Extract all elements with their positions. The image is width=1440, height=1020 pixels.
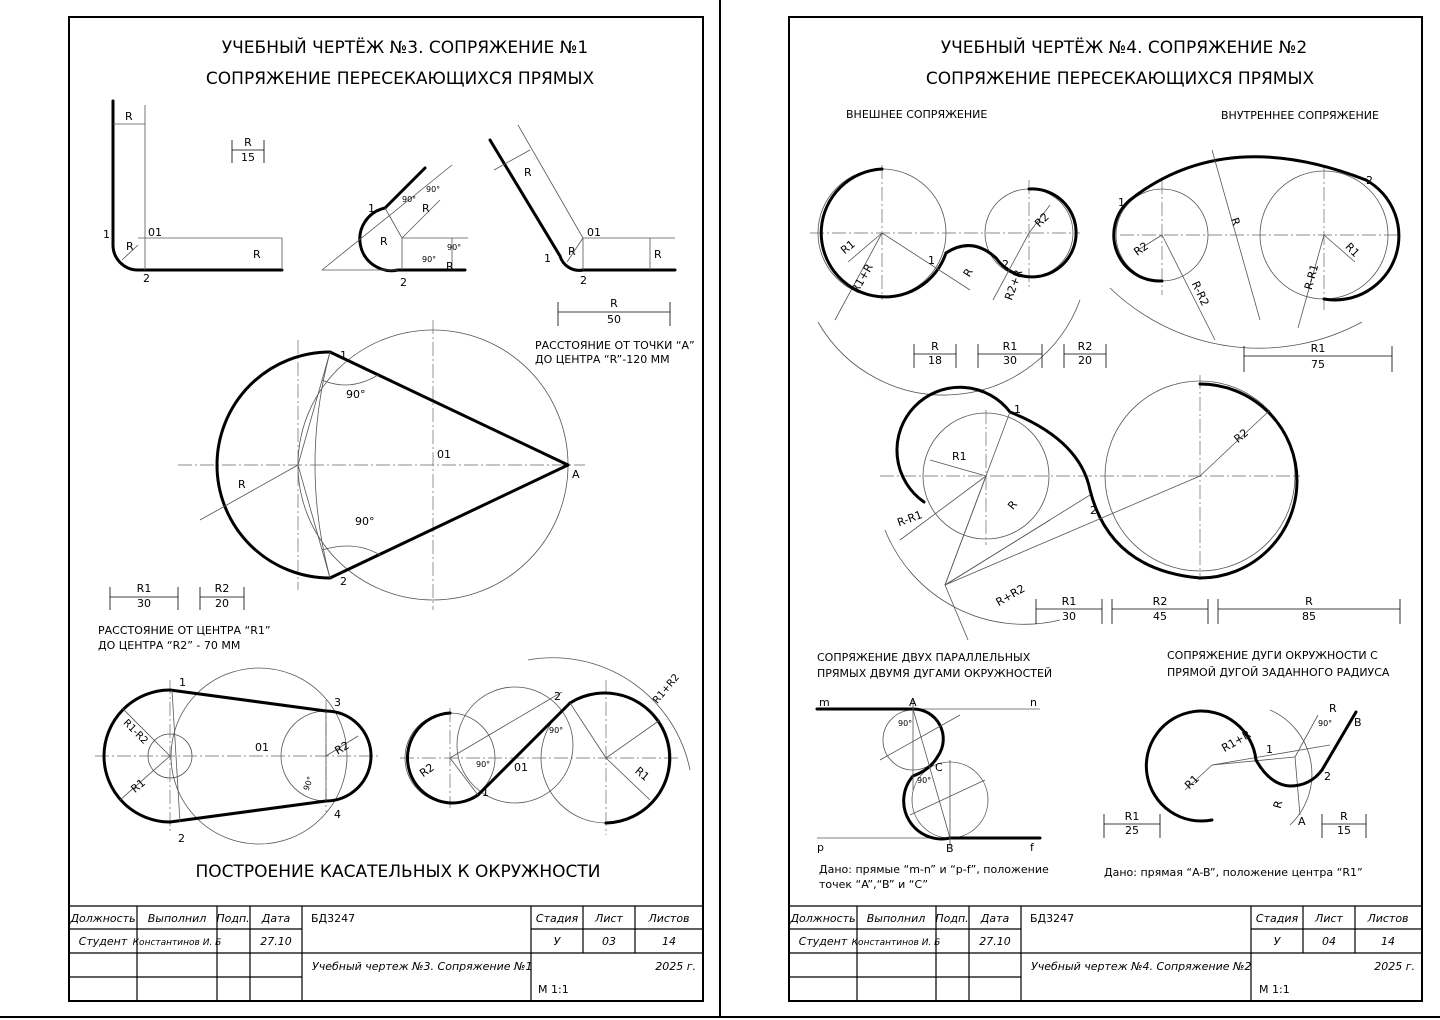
given-2: Дано: прямая “A-B”, положение центра “R1” (1104, 866, 1363, 879)
label-r: R (446, 260, 454, 273)
stamp-date: 27.10 (979, 935, 1011, 948)
angle-label: 90° (1318, 719, 1333, 728)
sheet-3 (69, 17, 703, 1001)
label-r-plus-r2: R+R2 (993, 581, 1028, 609)
point-label: 2 (1366, 174, 1373, 187)
point-b-label: B (1354, 716, 1362, 729)
point-label: 1 (340, 349, 347, 362)
label-r1-plus-r: R1+R (1219, 727, 1254, 755)
label-r-minus-r1: R-R1 (1301, 262, 1322, 292)
point-a-label: A (1298, 815, 1306, 828)
point-label: 1 (482, 786, 489, 799)
stamp-name: Константинов И. Б (132, 938, 222, 948)
label-r: R (1270, 799, 1286, 810)
label-r: R (568, 245, 576, 258)
stamp-role: Студент (78, 935, 128, 948)
stamp-sheet: 04 (1322, 935, 1336, 948)
sheet-3-frame (69, 17, 703, 1001)
fig-tangent-from-point (178, 320, 585, 610)
point-label: 1 (1014, 403, 1021, 416)
line-m-label: m (819, 696, 830, 709)
dim-label: R (1305, 595, 1313, 608)
stamp-scale: М 1:1 (1259, 983, 1290, 996)
label-r: R (238, 478, 246, 491)
dim-value: 20 (215, 597, 229, 610)
stamp-sheet-header: Лист (595, 912, 623, 925)
dim-r2-20 (1064, 340, 1106, 368)
center-label: 01 (514, 761, 528, 774)
label-r-minus-r2: R-R2 (1188, 279, 1212, 309)
stamp-date: 27.10 (260, 935, 292, 948)
arcline-label-line-2: ПРЯМОЙ ДУГОЙ ЗАДАННОГО РАДИУСА (1167, 666, 1390, 679)
fig-internal-tangent (400, 658, 690, 835)
sheet-4-frame (789, 17, 1422, 1001)
label-r2: R2 (332, 738, 352, 758)
parallel-label-line-1: СОПРЯЖЕНИЕ ДВУХ ПАРАЛЛЕЛЬНЫХ (817, 651, 1031, 664)
stamp-name: Константинов И. Б (851, 938, 941, 948)
dim-label: R1 (1310, 342, 1326, 355)
label-r: R (126, 240, 134, 253)
label-r2: R2 (1131, 239, 1151, 259)
dim-value: 15 (1337, 824, 1351, 837)
point-c-label: C (935, 761, 943, 774)
fig-arc-line-fillet (1146, 702, 1361, 828)
sheet-4 (789, 17, 1422, 1001)
label-r: R (1005, 498, 1021, 513)
stamp-sign-header: Подп. (216, 912, 250, 925)
point-label: 4 (334, 808, 341, 821)
stamp-sheets: 14 (662, 935, 676, 948)
dim-label: R (610, 297, 618, 310)
point-b-label: B (946, 842, 954, 855)
stamp-doc-title: Учебный чертеж №4. Сопряжение №2 (1031, 960, 1252, 973)
sheet-3-title-block (69, 906, 703, 1001)
point-a-label: A (909, 696, 917, 709)
point-label: 2 (400, 276, 407, 289)
label-r: R (960, 266, 976, 280)
stamp-sheets-header: Листов (648, 912, 690, 925)
point-label: 2 (580, 274, 587, 287)
line-p-label: p (817, 841, 824, 854)
label-r2: R2 (417, 760, 437, 780)
note-r1-line-1: РАССТОЯНИЕ ОТ ЦЕНТРА “R1” (98, 624, 271, 637)
dim-label: R (1340, 810, 1348, 823)
stamp-scale: М 1:1 (538, 983, 569, 996)
stamp-position-header: Должность (70, 912, 136, 925)
point-label: 2 (178, 832, 185, 845)
dim-label: R1 (1061, 595, 1077, 608)
angle-label: 90° (402, 195, 417, 204)
dim-label: R2 (214, 582, 230, 595)
dim-r-15-b (1322, 810, 1366, 838)
point-label: 2 (340, 575, 347, 588)
point-label: 2 (1002, 258, 1009, 271)
point-label: 1 (179, 676, 186, 689)
label-r1: R1 (1182, 772, 1202, 792)
dim-r-15 (232, 136, 264, 164)
stamp-year: 2025 г. (655, 960, 696, 973)
dim-value: 75 (1311, 358, 1325, 371)
point-label: 2 (143, 272, 150, 285)
label-r: R (380, 235, 388, 248)
sheet-3-subtitle: СОПРЯЖЕНИЕ ПЕРЕСЕКАЮЩИХСЯ ПРЯМЫХ (205, 69, 595, 89)
dim-value: 50 (607, 313, 621, 326)
label-r1-plus-r2: R1+R2 (651, 672, 683, 707)
dim-r1-25 (1104, 810, 1160, 838)
label-r: R (1329, 702, 1337, 715)
stamp-sheets-header: Листов (1367, 912, 1409, 925)
dim-value: 30 (1003, 354, 1017, 367)
dim-label: R (931, 340, 939, 353)
dim-value: 45 (1153, 610, 1167, 623)
given-1-line-1: Дано: прямые “m-n” и “p-f”, положение (819, 863, 1049, 876)
label-r1: R1 (838, 237, 858, 257)
fig-s-fillet (880, 375, 1300, 640)
point-a-label: A (572, 468, 580, 481)
label-r-minus-r1: R-R1 (895, 508, 925, 530)
stamp-year: 2025 г. (1374, 960, 1415, 973)
dim-label: R1 (1124, 810, 1140, 823)
fig-parallel-fillet (817, 696, 1040, 855)
label-r: R (253, 248, 261, 261)
dim-value: 18 (928, 354, 942, 367)
stamp-stage-header: Стадия (535, 912, 579, 925)
stamp-date-header: Дата (980, 912, 1010, 925)
dim-r-85 (1218, 595, 1400, 624)
stamp-position-header: Должность (790, 912, 856, 925)
label-r: R (422, 202, 430, 215)
angle-label: 90° (426, 185, 441, 194)
stamp-doc-title: Учебный чертеж №3. Сопряжение №1 (312, 960, 533, 973)
point-label: 1 (368, 202, 375, 215)
point-label: 1 (1118, 196, 1125, 209)
point-label: 2 (554, 690, 561, 703)
stamp-done-header: Выполнил (147, 912, 207, 925)
dim-label: R (244, 136, 252, 149)
label-r1-r2: R1-R2 (120, 717, 150, 747)
label-r1: R1 (632, 764, 652, 784)
label-r2: R2 (1231, 426, 1252, 446)
center-label: 01 (437, 448, 451, 461)
stamp-date-header: Дата (261, 912, 291, 925)
sheet-3-bottom-heading: ПОСТРОЕНИЕ КАСАТЕЛЬНЫХ К ОКРУЖНОСТИ (195, 862, 601, 882)
sheet-4-subtitle: СОПРЯЖЕНИЕ ПЕРЕСЕКАЮЩИХСЯ ПРЯМЫХ (925, 69, 1315, 89)
center-label: 01 (148, 226, 162, 239)
arcline-label-line-1: СОПРЯЖЕНИЕ ДУГИ ОКРУЖНОСТИ С (1167, 649, 1378, 662)
center-label: 01 (255, 741, 269, 754)
fig-inner-fillet (1110, 150, 1400, 348)
angle-label: 90° (422, 255, 437, 264)
sheet-3-title: УЧЕБНЫЙ ЧЕРТЁЖ №3. СОПРЯЖЕНИЕ №1 (221, 38, 589, 58)
label-r: R (1227, 216, 1243, 228)
point-label: 2 (1324, 770, 1331, 783)
note-a-line-1: РАССТОЯНИЕ ОТ ТОЧКИ “А” (535, 339, 695, 352)
center-label: 01 (587, 226, 601, 239)
stamp-sign-header: Подп. (935, 912, 969, 925)
point-label: 3 (334, 696, 341, 709)
fig-external-tangents (95, 668, 380, 845)
stamp-stage-header: Стадия (1255, 912, 1299, 925)
stamp-stage: У (1273, 935, 1281, 948)
label-r1: R1 (1342, 240, 1363, 260)
dim-r-18 (914, 340, 956, 368)
angle-label: 90° (476, 760, 491, 769)
fig-right-angle-fillet (103, 101, 282, 285)
fig-obtuse-angle-fillet (322, 165, 468, 289)
label-r: R (125, 110, 133, 123)
dim-label: R1 (1002, 340, 1018, 353)
outer-fillet-label: ВНЕШНЕЕ СОПРЯЖЕНИЕ (846, 108, 988, 121)
dim-label: R1 (136, 582, 152, 595)
line-n-label: n (1030, 696, 1037, 709)
label-r1: R1 (128, 776, 149, 796)
angle-label: 90° (898, 719, 913, 728)
fig-acute-angle-fillet (490, 125, 675, 287)
dim-label: R2 (1077, 340, 1093, 353)
dim-r2-20 (200, 582, 244, 610)
label-r: R (524, 166, 532, 179)
given-1-line-2: точек “A”,“B” и “C” (819, 878, 929, 891)
dim-label: R2 (1152, 595, 1168, 608)
label-r2: R2 (1032, 210, 1052, 230)
stamp-done-header: Выполнил (866, 912, 926, 925)
label-r2-plus-r: R2+R (1002, 267, 1026, 302)
angle-label: 90° (301, 775, 316, 792)
dim-value: 20 (1078, 354, 1092, 367)
point-label: 1 (1266, 743, 1273, 756)
sheet-4-title: УЧЕБНЫЙ ЧЕРТЁЖ №4. СОПРЯЖЕНИЕ №2 (940, 38, 1308, 58)
sheet-4-title-block (789, 906, 1422, 1001)
dim-value: 85 (1302, 610, 1316, 623)
angle-label: 90° (355, 515, 375, 528)
parallel-label-line-2: ПРЯМЫХ ДВУМЯ ДУГАМИ ОКРУЖНОСТЕЙ (817, 667, 1053, 680)
dim-r1-30-b (1036, 595, 1102, 624)
stamp-sheet: 03 (602, 935, 616, 948)
stamp-stage: У (553, 935, 561, 948)
fig-outer-fillet (810, 165, 1080, 395)
label-r1: R1 (952, 450, 967, 463)
angle-label: 90° (549, 726, 564, 735)
stamp-sheet-header: Лист (1315, 912, 1343, 925)
inner-fillet-label: ВНУТРЕННЕЕ СОПРЯЖЕНИЕ (1221, 109, 1379, 122)
dim-value: 30 (137, 597, 151, 610)
dim-value: 25 (1125, 824, 1139, 837)
dim-r1-75 (1244, 342, 1392, 372)
point-label: 1 (544, 252, 551, 265)
line-f-label: f (1030, 841, 1034, 854)
angle-label: 90° (917, 776, 932, 785)
label-r1-plus-r: R1+R (848, 261, 876, 296)
dim-r-50 (558, 297, 670, 326)
point-label: 2 (1090, 504, 1097, 517)
dim-value: 15 (241, 151, 255, 164)
point-label: 1 (103, 228, 110, 241)
dim-r2-45 (1112, 595, 1208, 624)
point-label: 1 (928, 254, 935, 267)
stamp-sheets: 14 (1381, 935, 1395, 948)
stamp-role: Студент (798, 935, 848, 948)
label-r: R (654, 248, 662, 261)
stamp-code: БД3247 (1030, 912, 1075, 925)
angle-label: 90° (447, 243, 462, 252)
note-r1-line-2: ДО ЦЕНТРА “R2” - 70 ММ (98, 639, 241, 652)
stamp-code: БД3247 (311, 912, 356, 925)
dim-r1-30 (110, 582, 178, 610)
angle-label: 90° (346, 388, 366, 401)
dim-value: 30 (1062, 610, 1076, 623)
note-a-line-2: ДО ЦЕНТРА “R”-120 ММ (535, 353, 670, 366)
dim-r1-30 (978, 340, 1042, 368)
